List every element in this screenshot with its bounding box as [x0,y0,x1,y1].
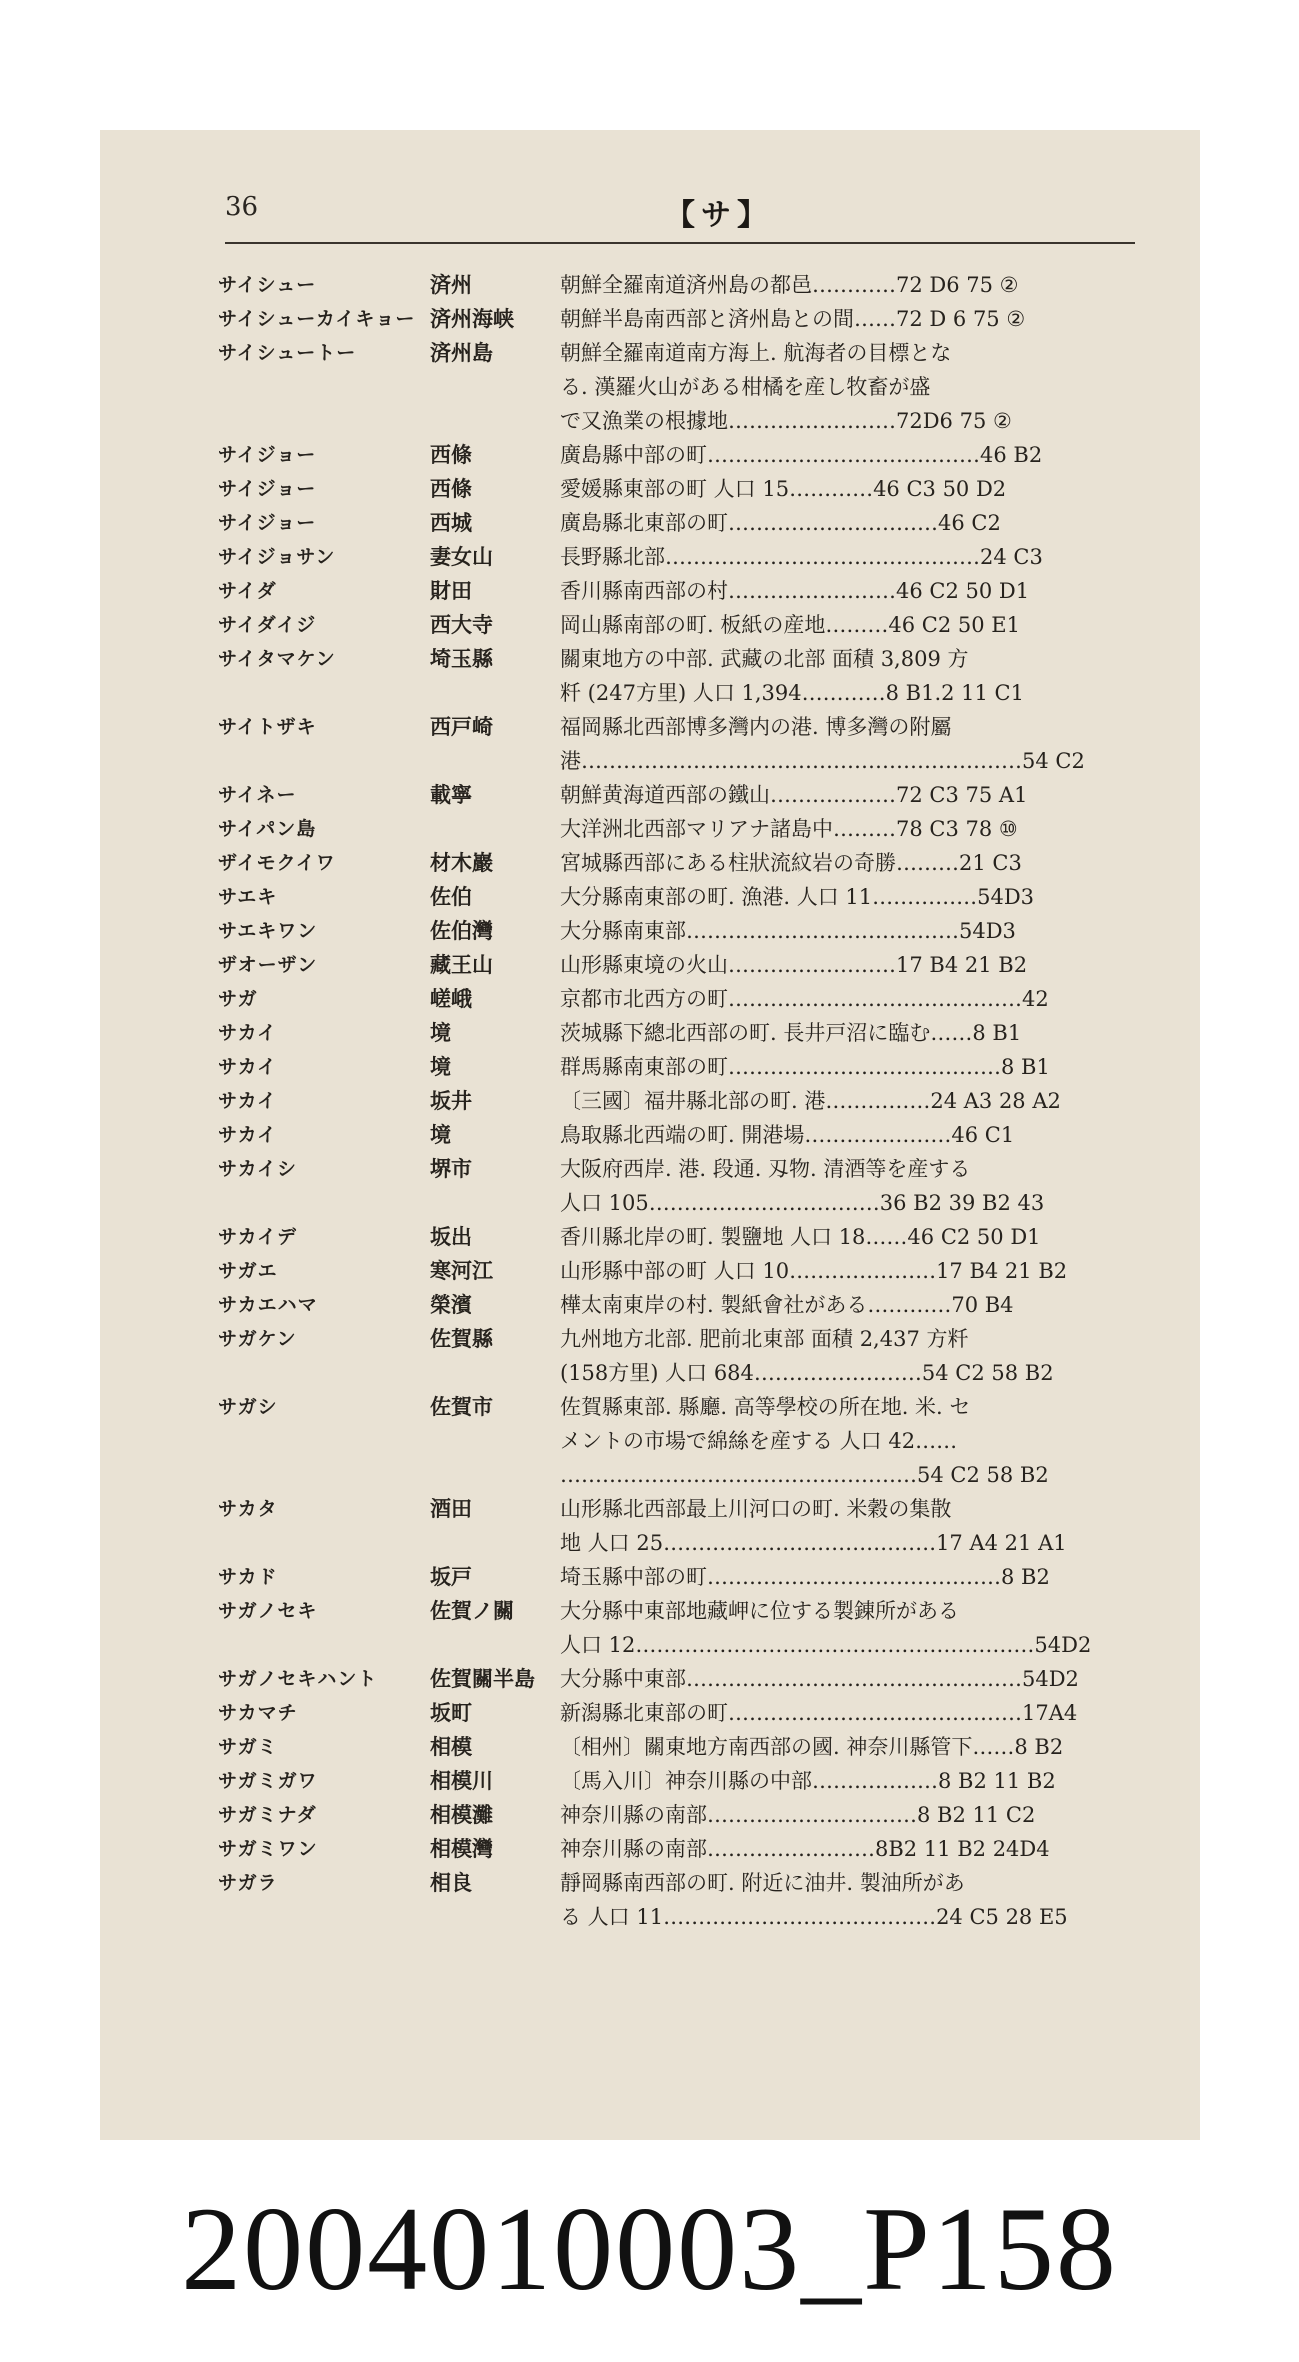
entry-reading: ザオーザン [218,954,318,976]
list-item [218,642,1158,710]
list-item [218,1594,1158,1662]
list-item [218,880,1158,914]
list-item [218,472,1158,506]
entry-reading: サカエハマ [218,1294,318,1316]
description-line: 〔三國〕福井縣北部の町. 港……………24 A3 28 A2 [560,1089,1061,1113]
description-line: 粁 (247方里) 人口 1,394…………8 B1.2 11 C1 [560,681,1024,705]
description-line: 宮城縣西部にある柱狀流紋岩の奇勝………21 C3 [560,851,1022,875]
description-line: 廣島縣北東部の町…………………………46 C2 [560,511,1001,535]
entry-description [560,1696,1158,1730]
list-item [218,1390,1158,1492]
entry-name: 済州 [430,272,472,297]
description-line: 埼玉縣中部の町……………………………………8 B2 [560,1565,1050,1589]
entry-description [560,1492,1158,1560]
description-line: 大分縣南東部の町. 漁港. 人口 11……………54D3 [560,885,1035,909]
entry-reading: サカイシ [218,1158,298,1180]
description-line: 愛媛縣東部の町 人口 15…………46 C3 50 D2 [560,477,1007,501]
list-item [218,1492,1158,1560]
description-line: 大洋洲北西部マリアナ諸島中………78 C3 78 ⑩ [560,817,1018,841]
entry-reading: サイダ [218,580,277,602]
description-line: 長野縣北部………………………………………24 C3 [560,545,1043,569]
description-line: 大分縣南東部…………………………………54D3 [560,919,1016,943]
description-line: メントの市場で綿絲を産する 人口 42…… [560,1429,958,1453]
entry-name: 済州島 [430,340,493,365]
description-line: る. 漢羅火山がある柑橘を産し牧畜が盛 [560,375,931,399]
description-line: 廣島縣中部の町…………………………………46 B2 [560,443,1043,467]
entry-name: 寒河江 [430,1258,493,1283]
description-line: 地 人口 25…………………………………17 A4 21 A1 [560,1531,1067,1555]
list-item [218,1662,1158,1696]
entry-reading: サイジョー [218,512,317,534]
entry-reading: サカイ [218,1124,278,1146]
description-line: 山形縣東境の火山……………………17 B4 21 B2 [560,953,1028,977]
description-line: 茨城縣下總北西部の町. 長井戸沼に臨む……8 B1 [560,1021,1022,1045]
entry-description [560,268,1158,302]
entry-description [560,1084,1158,1118]
entry-name: 相良 [430,1870,472,1895]
entry-name: 境 [430,1020,451,1045]
entry-description [560,1764,1158,1798]
book-page [100,130,1200,2140]
list-item [218,948,1158,982]
description-line: る 人口 11…………………………………24 C5 28 E5 [560,1905,1068,1929]
entry-name: 西城 [430,510,472,535]
entry-name: 坂町 [430,1700,472,1725]
description-line: 樺太南東岸の村. 製紙會社がある…………70 B4 [560,1293,1014,1317]
entry-description [560,1730,1158,1764]
entry-name: 坂井 [430,1088,472,1113]
entry-reading: サイダイジ [218,614,317,636]
description-line: 大阪府西岸. 港. 段通. 刄物. 清酒等を産する [560,1157,971,1181]
list-item [218,1050,1158,1084]
entry-reading: サイシューカイキョー [218,308,416,330]
entry-description [560,1866,1158,1934]
entry-name: 坂出 [430,1224,472,1249]
entry-description [560,438,1158,472]
entry-description [560,1118,1158,1152]
entry-reading: サカイ [218,1056,278,1078]
entry-name: 佐賀關半島 [430,1666,535,1691]
list-item [218,268,1158,302]
entry-reading: サイタマケン [218,648,336,670]
list-item [218,1084,1158,1118]
entry-description [560,880,1158,914]
description-line: 神奈川縣の南部…………………………8 B2 11 C2 [560,1803,1036,1827]
entry-name: 榮濱 [430,1292,472,1317]
list-item [218,1866,1158,1934]
entry-description [560,982,1158,1016]
list-item [218,1798,1158,1832]
entry-reading: サイジョサン [218,546,336,568]
entry-name: 佐伯 [430,884,472,909]
entry-reading: サエキ [218,886,278,908]
entry-reading: サガミナダ [218,1804,317,1826]
list-item [218,982,1158,1016]
entry-name: 載寧 [430,782,472,807]
entry-name: 妻女山 [430,544,493,569]
description-line: 人口 105……………………………36 B2 39 B2 43 [560,1191,1045,1215]
description-line: 朝鮮全羅南道南方海上. 航海者の目標とな [560,341,952,365]
list-item [218,1016,1158,1050]
entry-reading: サカイ [218,1090,278,1112]
entry-description [560,812,1158,846]
description-line: 香川縣南西部の村……………………46 C2 50 D1 [560,579,1030,603]
entry-reading: サガラ [218,1872,278,1894]
entry-name: 境 [430,1054,451,1079]
entry-description [560,540,1158,574]
list-item [218,1322,1158,1390]
description-line: 港………………………………………………………54 C2 [560,749,1085,773]
entry-name: 嵯峨 [430,986,472,1011]
list-item [218,608,1158,642]
description-line: 山形縣中部の町 人口 10…………………17 B4 21 B2 [560,1259,1068,1283]
entry-reading: ザイモクイワ [218,852,336,874]
entry-description [560,1390,1158,1492]
entry-description [560,506,1158,540]
entry-name: 西條 [430,476,472,501]
list-item [218,1152,1158,1220]
description-line: 朝鮮黄海道西部の鐵山………………72 C3 75 A1 [560,783,1028,807]
entry-reading: サガノセキハント [218,1668,378,1690]
entry-name: 佐伯灣 [430,918,493,943]
description-line: 大分縣中東部地藏岬に位する製錬所がある [560,1599,959,1623]
entry-reading: サイシュートー [218,342,357,364]
entry-description [560,778,1158,812]
list-item [218,336,1158,438]
list-item [218,1832,1158,1866]
entry-reading: サガエ [218,1260,278,1282]
list-item [218,1288,1158,1322]
description-line: ……………………………………………54 C2 58 B2 [560,1463,1049,1487]
archive-id-label: 2004010003_P158 [181,2182,1118,2315]
entry-name: 西戸崎 [430,714,493,739]
entry-description [560,914,1158,948]
entry-reading: サカイデ [218,1226,298,1248]
list-item [218,1730,1158,1764]
section-title: 【サ】 [665,198,773,233]
entry-name: 西條 [430,442,472,467]
entry-name: 財田 [430,578,472,603]
entry-description [560,336,1158,438]
entry-reading: サカイ [218,1022,278,1044]
entry-reading: サカド [218,1566,278,1588]
description-line: で又漁業の根據地……………………72D6 75 ② [560,409,1012,433]
list-item [218,302,1158,336]
list-item [218,1696,1158,1730]
entry-description [560,1560,1158,1594]
entry-reading: サイシュー [218,274,317,296]
entry-name: 佐賀市 [430,1394,493,1419]
list-item [218,846,1158,880]
entry-name: 酒田 [430,1496,472,1521]
entry-reading: サガ [218,988,258,1010]
description-line: 〔馬入川〕神奈川縣の中部………………8 B2 11 B2 [560,1769,1056,1793]
list-item [218,1560,1158,1594]
entry-description [560,1322,1158,1390]
entry-reading: サガノセキ [218,1600,318,1622]
entry-description [560,846,1158,880]
description-line: 新潟縣北東部の町……………………………………17A4 [560,1701,1078,1725]
entry-name: 相模灣 [430,1836,493,1861]
description-line: 鳥取縣北西端の町. 開港場…………………46 C1 [560,1123,1015,1147]
entry-name: 藏王山 [430,952,493,977]
entry-reading: サイトザキ [218,716,317,738]
description-line: 〔相州〕關東地方南西部の國. 神奈川縣管下……8 B2 [560,1735,1064,1759]
entry-name: 相模 [430,1734,472,1759]
entry-reading: サイパン島 [218,818,317,840]
list-item [218,1254,1158,1288]
entry-description [560,1152,1158,1220]
entry-description [560,608,1158,642]
description-line: 大分縣中東部…………………………………………54D2 [560,1667,1079,1691]
entry-name: 佐賀ノ關 [430,1598,514,1623]
entry-name: 相模灘 [430,1802,493,1827]
entry-description [560,948,1158,982]
entry-description [560,1016,1158,1050]
entry-description [560,302,1158,336]
entry-reading: サガミ [218,1736,278,1758]
list-item [218,506,1158,540]
entry-description [560,642,1158,710]
description-line: 香川縣北岸の町. 製鹽地 人口 18……46 C2 50 D1 [560,1225,1041,1249]
entry-reading: サガミワン [218,1838,318,1860]
entry-description [560,472,1158,506]
list-item [218,710,1158,778]
list-item [218,574,1158,608]
list-item [218,778,1158,812]
description-line: 朝鮮全羅南道済州島の都邑…………72 D6 75 ② [560,273,1019,297]
entry-description [560,574,1158,608]
entry-name: 相模川 [430,1768,493,1793]
entry-reading: サイジョー [218,478,317,500]
entry-name: 西大寺 [430,612,493,637]
list-item [218,1764,1158,1798]
description-line: 關東地方の中部. 武藏の北部 面積 3,809 方 [560,647,969,671]
list-item [218,1118,1158,1152]
description-line: 岡山縣南部の町. 板紙の産地………46 C2 50 E1 [560,613,1020,637]
list-item [218,812,1158,846]
entry-description [560,1594,1158,1662]
entry-reading: サガケン [218,1328,297,1350]
description-line: 京都市北西方の町……………………………………42 [560,987,1049,1011]
description-line: 九州地方北部. 肥前北東部 面積 2,437 方粁 [560,1327,969,1351]
entry-reading: サイジョー [218,444,317,466]
description-line: 朝鮮半島南西部と済州島との間……72 D 6 75 ② [560,307,1026,331]
entry-description [560,1050,1158,1084]
page-header [225,192,1125,232]
entry-description [560,1254,1158,1288]
description-line: 神奈川縣の南部……………………8B2 11 B2 24D4 [560,1837,1050,1861]
entry-name: 済州海峡 [430,306,514,331]
description-line: 山形縣北西部最上川河口の町. 米穀の集散 [560,1497,952,1521]
entry-description [560,1662,1158,1696]
entry-name: 埼玉縣 [430,646,493,671]
gazetteer-entry-list [218,268,1158,1934]
description-line: (158方里) 人口 684……………………54 C2 58 B2 [560,1361,1054,1385]
list-item [218,540,1158,574]
entry-reading: サエキワン [218,920,318,942]
page-number: 36 [225,192,259,222]
list-item [218,1220,1158,1254]
entry-name: 材木巖 [430,850,493,875]
entry-reading: サイネー [218,784,297,806]
description-line: 佐賀縣東部. 縣廳. 高等學校の所在地. 米. セ [560,1395,971,1419]
entry-reading: サガシ [218,1396,278,1418]
entry-reading: サカマチ [218,1702,298,1724]
entry-description [560,710,1158,778]
list-item [218,438,1158,472]
description-line: 靜岡縣南西部の町. 附近に油井. 製油所があ [560,1871,965,1895]
entry-name: 堺市 [430,1156,472,1181]
entry-name: 佐賀縣 [430,1326,493,1351]
entry-description [560,1220,1158,1254]
description-line: 人口 12…………………………………………………54D2 [560,1633,1092,1657]
entry-description [560,1288,1158,1322]
list-item [218,914,1158,948]
entry-name: 境 [430,1122,451,1147]
entry-reading: サカタ [218,1498,278,1520]
entry-reading: サガミガワ [218,1770,318,1792]
description-line: 群馬縣南東部の町…………………………………8 B1 [560,1055,1050,1079]
description-line: 福岡縣北西部博多灣内の港. 博多灣の附屬 [560,715,952,739]
entry-description [560,1798,1158,1832]
entry-name: 坂戸 [430,1564,472,1589]
header-rule [225,242,1135,244]
entry-description [560,1832,1158,1866]
